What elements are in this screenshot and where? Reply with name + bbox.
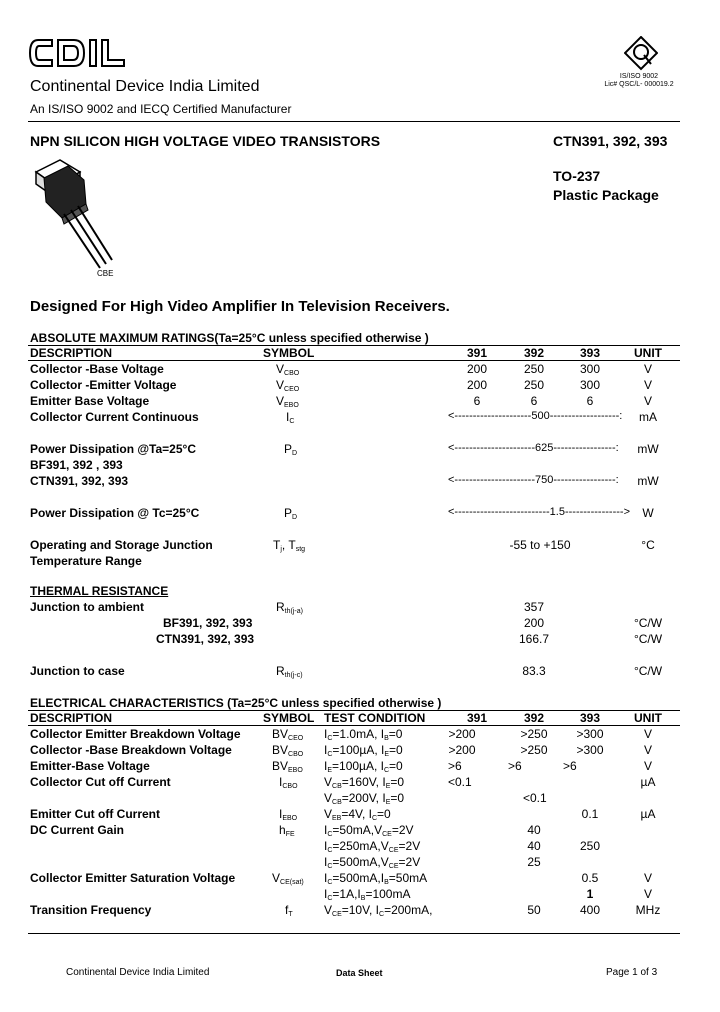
bvebo-unit: V [643,759,653,773]
temp-range-symbol: $T_j$, $T_{stg}$ [273,538,306,553]
temp-range-description-2: Temperature Range [30,554,142,568]
elec-col-test-condition: TEST CONDITION [324,711,426,725]
rth-ja-ctn-unit: °C/W [633,632,663,646]
abs-col-description: DESCRIPTION [30,346,113,360]
bvcbo-392: >250 [520,743,548,757]
vcbo-391: 200 [466,362,488,376]
footer-divider [28,933,680,934]
part-numbers: CTN391, 392, 393 [553,133,668,149]
rth-ja-bf-label: BF391, 392, 393 [163,616,253,630]
pd-ta-bf-range: <----------------------625-----------------: [448,442,619,454]
elec-col-392: 392 [523,711,545,725]
ft-condition: $V_{CE}=10V$, $I_C=200mA$, [324,903,433,918]
vceo-391: 200 [466,378,488,392]
rth-ja-description: Junction to ambient [30,600,144,614]
document-title: NPN SILICON HIGH VOLTAGE VIDEO TRANSISTORS [30,133,381,149]
icbo-condition-1: $V_{CB}=160V$, $I_E=0$ [324,775,405,790]
bvcbo-condition: $I_C=100\mu A$, $I_E=0$ [324,743,403,758]
temp-range-unit: °C [641,538,655,552]
iso-license-text [604,73,674,89]
rth-jc-unit: °C/W [633,664,663,678]
ft-393: 400 [579,903,601,917]
hfe-condition-1: $I_C=50mA,V_{CE}=2V$ [324,823,414,838]
vcbo-description: Collector -Base Voltage [30,362,164,376]
company-name: Continental Device India Limited [30,78,260,95]
bvcbo-391: >200 [448,743,476,757]
abs-col-393: 393 [579,346,601,360]
application-statement: Designed For High Video Amplifier In Television Receivers. [30,298,450,315]
bvceo-description: Collector Emitter Breakdown Voltage [30,727,241,741]
icbo-description: Collector Cut off Current [30,775,171,789]
vceo-symbol: $V_{CEO}$ [276,378,300,393]
vcbo-392: 250 [523,362,545,376]
vceo-unit: V [643,378,653,392]
bvcbo-393: >300 [576,743,604,757]
bvebo-description: Emitter-Base Voltage [30,759,150,773]
iso-standard: IS/ISO 9002 [619,73,659,80]
hfe-2-393: 250 [579,839,601,853]
vcbo-393: 300 [579,362,601,376]
vceo-description: Collector -Emitter Voltage [30,378,177,392]
rth-ja-bf-value: 200 [523,616,545,630]
ic-unit: mA [639,410,657,424]
vebo-391: 6 [473,394,481,408]
icbo-symbol: $I_{CBO}$ [279,775,298,790]
hfe-symbol: $h_{FE}$ [279,823,295,838]
rth-jc-description: Junction to case [30,664,125,678]
package-material: Plastic Package [553,187,659,203]
iso-license-number: Lic# QSC/L- 000019.2 [604,81,674,88]
bvceo-393: >300 [576,727,604,741]
rth-ja-bf-unit: °C/W [633,616,663,630]
rth-ja-value: 357 [523,600,545,614]
footer-sheet: Data Sheet [336,968,383,978]
ft-symbol: $f_T$ [285,903,293,918]
abs-col-391: 391 [466,346,488,360]
pd-tc-unit: W [642,506,654,520]
hfe-1-392: 40 [527,823,541,837]
thermal-heading: THERMAL RESISTANCE [30,584,169,598]
pd-ta-ctn-unit: mW [637,474,659,488]
elec-col-description: DESCRIPTION [30,711,113,725]
icbo-391: <0.1 [448,775,472,789]
footer-page: Page 1 of 3 [606,967,658,978]
vcesat-symbol: $V_{CE(sat)}$ [272,871,304,886]
abs-col-symbol: SYMBOL [263,346,315,360]
certification-line: An IS/ISO 9002 and IECQ Certified Manufacturer [30,102,292,116]
bvcbo-unit: V [643,743,653,757]
hfe-3-392: 25 [527,855,541,869]
vceo-392: 250 [523,378,545,392]
ic-value-range: <---------------------500-------------------: [448,410,623,422]
iebo-unit: µA [640,807,656,821]
rth-jc-value: 83.3 [522,664,546,678]
vcesat-1-393: 0.5 [581,871,599,885]
bvebo-symbol: $BV_{EBO}$ [272,759,303,774]
hfe-2-392: 40 [527,839,541,853]
vcesat-description: Collector Emitter Saturation Voltage [30,871,236,885]
vcesat-2-unit: V [643,887,653,901]
elec-col-393: 393 [579,711,601,725]
pd-ta-bf-unit: mW [637,442,659,456]
ic-symbol: $I_C$ [286,410,295,425]
bvceo-391: >200 [448,727,476,741]
iebo-symbol: $I_{EBO}$ [279,807,298,822]
rth-ja-symbol: $R_{th(j-a)}$ [276,600,303,615]
ft-unit: MHz [635,903,661,917]
vcbo-unit: V [643,362,653,376]
bvceo-condition: $I_C=1.0mA$, $I_B=0$ [324,727,403,742]
vebo-unit: V [643,394,653,408]
ic-description: Collector Current Continuous [30,410,199,424]
rth-ja-ctn-value: 166.7 [518,632,550,646]
hfe-condition-2: $I_C=250mA,V_{CE}=2V$ [324,839,421,854]
pd-tc-description: Power Dissipation @ Tc=25°C [30,506,200,520]
abs-col-unit: UNIT [634,346,662,360]
package-info [553,167,659,205]
icbo-condition-2: $V_{CB}=200V$, $I_E=0$ [324,791,405,806]
electrical-heading: ELECTRICAL CHARACTERISTICS (Ta=25°C unless specified otherwise ) [30,696,442,710]
footer-company: Continental Device India Limited [66,967,210,978]
header-divider [28,121,680,122]
electrical-rule-header [28,725,680,726]
bvebo-392: >6 [508,759,522,773]
vcesat-condition-2: $I_C=1A,I_B=100mA$ [324,887,411,902]
temp-range-description-1: Operating and Storage Junction [30,538,213,552]
pd-ta-ctn-range: <----------------------750-----------------: [448,474,619,486]
vcesat-condition-1: $I_C=500mA,I_B=50mA$ [324,871,428,886]
vebo-393: 6 [586,394,594,408]
rth-ja-ctn-label: CTN391, 392, 393 [156,632,255,646]
vebo-description: Emitter Base Voltage [30,394,150,408]
iebo-description: Emitter Cut off Current [30,807,160,821]
iebo-393: 0.1 [581,807,599,821]
rth-jc-symbol: $R_{th(j-c)}$ [276,664,303,679]
pd-ta-bf-label: BF391, 392 , 393 [30,458,123,472]
icbo-unit: µA [640,775,656,789]
pin-labels: CBE [97,269,114,278]
iso-certification-mark [624,36,658,77]
vcbo-symbol: $V_{CBO}$ [276,362,300,377]
iebo-condition: $V_{EB}=4V$, $I_C=0$ [324,807,391,822]
pd-ta-description: Power Dissipation @Ta=25°C [30,442,196,456]
pd-tc-range: <--------------------------1.5----------------> [448,506,630,518]
bvceo-392: >250 [520,727,548,741]
elec-col-unit: UNIT [634,711,662,725]
vcesat-2-393: 1 [586,887,594,901]
bvcbo-description: Collector -Base Breakdown Voltage [30,743,232,757]
ft-description: Transition Frequency [30,903,152,917]
elec-col-391: 391 [466,711,488,725]
bvebo-391: >6 [448,759,462,773]
bvebo-condition: $I_E=100\mu A$, $I_C=0$ [324,759,403,774]
pd-ta-ctn-label: CTN391, 392, 393 [30,474,129,488]
vceo-393: 300 [579,378,601,392]
cdil-logo [28,36,138,75]
temp-range-value: -55 to +150 [509,538,571,552]
pd-tc-symbol: $P_D$ [284,506,298,521]
hfe-condition-3: $I_C=500mA,V_{CE}=2V$ [324,855,421,870]
pd-ta-symbol: $P_D$ [284,442,298,457]
vebo-392: 6 [530,394,538,408]
icbo-392: <0.1 [523,791,547,805]
bvcbo-symbol: $BV_{CBO}$ [272,743,304,758]
to237-package-drawing [30,158,130,283]
package-type: TO-237 [553,168,601,184]
abs-max-rule-header [28,360,680,361]
abs-col-392: 392 [523,346,545,360]
hfe-description: DC Current Gain [30,823,125,837]
vebo-symbol: $V_{EBO}$ [276,394,299,409]
ft-392: 50 [527,903,541,917]
bvceo-unit: V [643,727,653,741]
elec-col-symbol: SYMBOL [263,711,315,725]
bvceo-symbol: $BV_{CEO}$ [272,727,304,742]
vcesat-1-unit: V [643,871,653,885]
abs-max-heading: ABSOLUTE MAXIMUM RATINGS(Ta=25°C unless specified otherwise ) [30,331,429,345]
bvebo-393: >6 [563,759,577,773]
